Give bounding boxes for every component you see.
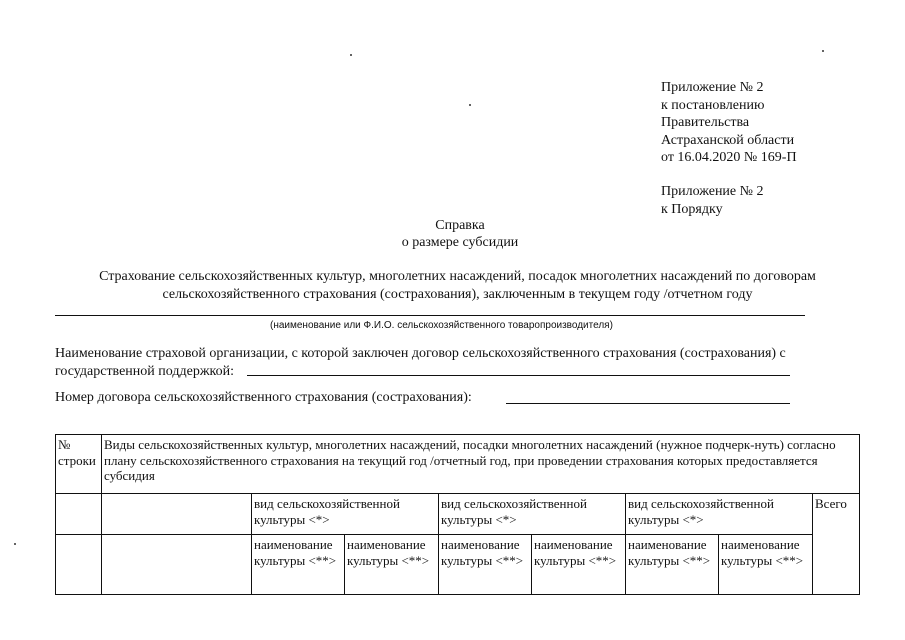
crop-kind-header: вид сельскохозяйственной культуры <*> — [439, 494, 626, 535]
crop-name-header: наименование культуры <**> — [252, 535, 345, 595]
crop-name-header: наименование культуры <**> — [439, 535, 532, 595]
appendix-line: Приложение № 2 — [661, 80, 764, 95]
insurer-label-line-1: Наименование страховой организации, с которой заключен договор сельскохозяйственного страхования (сострахования) с — [55, 346, 786, 361]
producer-name-field[interactable] — [55, 315, 805, 316]
appendix-line: Приложение № 2 — [661, 184, 764, 199]
table-subheader-row — [56, 494, 860, 535]
subject-line-1: Страхование сельскохозяйственных культур, многолетних насаждений, посадок многолетних насаждений по договорам — [99, 269, 816, 284]
scan-speck — [469, 104, 471, 106]
appendix-line: к Порядку — [661, 201, 723, 217]
empty-cell — [56, 535, 102, 595]
document-subtitle: о размере субсидии — [401, 235, 519, 250]
insurer-name-field[interactable] — [247, 375, 790, 376]
appendix-line: Астраханской области — [661, 132, 795, 148]
crop-name-header: наименование культуры <**> — [345, 535, 439, 595]
table-crop-name-row — [56, 535, 860, 595]
row-number-header: № строки — [56, 435, 102, 494]
total-header: Всего — [813, 494, 860, 595]
contract-number-field[interactable] — [506, 403, 790, 404]
scan-speck — [350, 54, 352, 56]
appendix-line: Правительства — [661, 115, 750, 130]
insurer-label-line-2: государственной поддержкой: — [55, 364, 234, 379]
empty-cell — [102, 535, 252, 595]
table-header-row — [56, 435, 860, 494]
subject-line-2: сельскохозяйственного страхования (сострахования), заключенным в текущем году /отчетном году — [162, 287, 753, 302]
crop-name-header: наименование культуры <**> — [719, 535, 813, 595]
document-title: Справка — [435, 218, 485, 233]
crop-kind-header: вид сельскохозяйственной культуры <*> — [252, 494, 439, 535]
scan-speck — [822, 50, 824, 52]
crop-name-header: наименование культуры <**> — [532, 535, 626, 595]
crop-name-header: наименование культуры <**> — [626, 535, 719, 595]
appendix-resolution-block — [661, 79, 797, 167]
empty-cell — [102, 494, 252, 535]
appendix-order-block — [661, 183, 764, 218]
subsidy-table — [55, 434, 860, 595]
appendix-line: к постановлению — [661, 97, 765, 113]
crop-kind-header: вид сельскохозяйственной культуры <*> — [626, 494, 813, 535]
crop-kinds-header: Виды сельскохозяйственных культур, многолетних насаждений, посадки многолетних насаждений (нужное подчерк-нуть) согласно плану сельскохозяйственного страхования на текущий год /отчетный год, при проведении страхования которых предоставляется субсидия — [102, 435, 860, 494]
producer-field-caption: (наименование или Ф.И.О. сельскохозяйственного товаропроизводителя) — [270, 320, 613, 331]
empty-cell — [56, 494, 102, 535]
contract-number-label: Номер договора сельскохозяйственного страхования (сострахования): — [55, 390, 472, 405]
appendix-line: от 16.04.2020 № 169-П — [661, 150, 797, 165]
scan-speck — [14, 543, 16, 545]
